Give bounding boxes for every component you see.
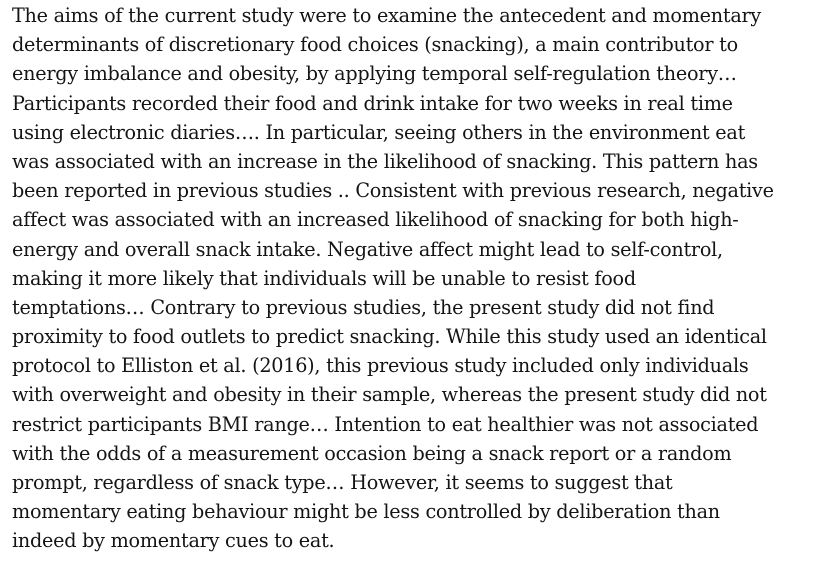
text-line: been reported in previous studies .. Consistent with previous research, negative bbox=[12, 179, 774, 203]
text-line: protocol to Elliston et al. (2016), this previous study included only individuals bbox=[12, 354, 749, 378]
text-line: affect was associated with an increased likelihood of snacking for both high- bbox=[12, 208, 739, 232]
text-line: Participants recorded their food and drink intake for two weeks in real time bbox=[12, 91, 733, 115]
text-line: energy and overall snack intake. Negative affect might lead to self-control, bbox=[12, 237, 723, 261]
text-line: energy imbalance and obesity, by applying temporal self-regulation theory… bbox=[12, 62, 737, 86]
text-line: was associated with an increase in the likelihood of snacking. This pattern has bbox=[12, 149, 758, 173]
text-line: with overweight and obesity in their sample, whereas the present study did not bbox=[12, 383, 767, 407]
text-passage bbox=[12, 1, 813, 556]
text-line: restrict participants BMI range… Intention to eat healthier was not associated bbox=[12, 412, 759, 436]
text-line: making it more likely that individuals will be unable to resist food bbox=[12, 266, 636, 290]
text-line: proximity to food outlets to predict snacking. While this study used an identical bbox=[12, 325, 767, 349]
text-line: with the odds of a measurement occasion being a snack report or a random bbox=[12, 441, 732, 465]
text-line: determinants of discretionary food choices (snacking), a main contributor to bbox=[12, 33, 738, 57]
text-line: indeed by momentary cues to eat. bbox=[12, 529, 335, 553]
text-line: momentary eating behaviour might be less controlled by deliberation than bbox=[12, 500, 720, 524]
text-line: temptations… Contrary to previous studies, the present study did not find bbox=[12, 295, 715, 319]
text-line: using electronic diaries…. In particular, seeing others in the environment eat bbox=[12, 120, 746, 144]
text-line: prompt, regardless of snack type… However, it seems to suggest that bbox=[12, 471, 673, 494]
text-line: The aims of the current study were to examine the antecedent and momentary bbox=[12, 4, 762, 27]
